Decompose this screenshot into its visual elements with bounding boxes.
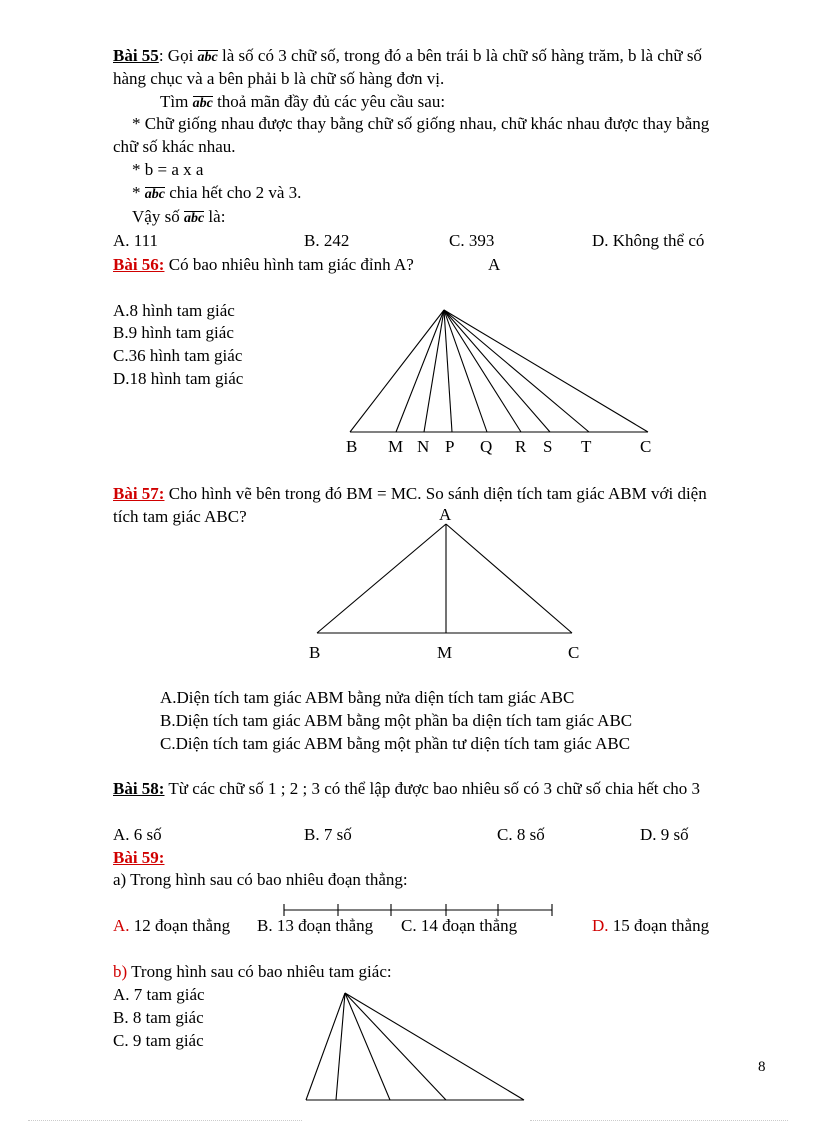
b59b-line [306, 993, 345, 1100]
b59-part-b: b) Trong hình sau có bao nhiêu tam giác: [113, 962, 392, 981]
b56-line-an [424, 310, 444, 432]
b57-label-m: M [437, 643, 453, 662]
b55-find: Tìm abc thoả mãn đầy đủ các yêu cầu sau: [160, 92, 446, 111]
b56-line-as [444, 310, 550, 432]
b59a-option-a: A. 12 đoạn thẳng [113, 916, 231, 935]
b56-label-c: C [640, 437, 652, 456]
b57-label-b: B [309, 643, 321, 662]
page-number: 8 [758, 1059, 766, 1075]
b59a-segment-figure [284, 904, 552, 916]
b55-option-b: B. 242 [304, 231, 350, 250]
b56-label-p: P [445, 437, 455, 456]
b56-line-ac [444, 310, 648, 432]
b59a-option-d: D. 15 đoạn thẳng [592, 916, 710, 935]
b57-side-ac [446, 524, 572, 633]
b59b-option-a: A. 7 tam giác [113, 985, 205, 1004]
b56-label-b: B [346, 437, 358, 456]
b56-line-ar [444, 310, 521, 432]
b56-label-q: Q [480, 437, 493, 456]
b57-option-b: B.Diện tích tam giác ABM bằng một phần ba diện tích tam giác ABC [160, 711, 633, 730]
b56-label-s: S [543, 437, 553, 456]
b59b-option-b: B. 8 tam giác [113, 1008, 204, 1027]
b56-title: Bài 56: [113, 255, 165, 274]
b55-option-d: D. Không thể có [592, 231, 705, 250]
b58-option-c: C. 8 số [497, 825, 545, 844]
b58-option-d: D. 9 số [640, 825, 689, 844]
b56-figure [350, 310, 648, 432]
b55-title: Bài 55 [113, 46, 159, 65]
b58-title: Bài 58: [113, 779, 165, 798]
b59b-line [345, 993, 390, 1100]
b59b-option-c: C. 9 tam giác [113, 1031, 204, 1050]
b57-label-a: A [439, 505, 452, 524]
b57-figure [317, 524, 572, 633]
b55-option-a: A. 111 [113, 231, 159, 250]
b57-title: Bài 57: [113, 484, 165, 503]
abc-overline: abc [197, 50, 218, 65]
b56-line-ab [350, 310, 444, 432]
b59b-line [336, 993, 345, 1100]
b56-label-m: M [388, 437, 404, 456]
b59b-figure [306, 993, 524, 1100]
b58-option-b: B. 7 số [304, 825, 352, 844]
b56-option-b: B.9 hình tam giác [113, 323, 234, 342]
b57-side-ab [317, 524, 446, 633]
b55-line2: hàng chục và a bên phải b là chữ số hàng đơn vị. [113, 69, 445, 88]
b55-req2: * b = a x a [132, 160, 204, 179]
b56-option-a: A.8 hình tam giác [113, 301, 235, 320]
b57-option-a: A.Diện tích tam giác ABM bằng nửa diện tích tam giác ABC [160, 688, 575, 707]
b56-label-n: N [417, 437, 430, 456]
b59a-option-b: B. 13 đoạn thẳng [257, 916, 374, 935]
b56-label-r: R [515, 437, 527, 456]
b55-conclusion: Vậy số abc là: [132, 207, 226, 226]
footer-divider-right [530, 1120, 788, 1121]
b56-option-c: C.36 hình tam giác [113, 346, 243, 365]
b56-option-d: D.18 hình tam giác [113, 369, 244, 388]
b56-base-labels [346, 437, 651, 456]
b57-question-line1: Bài 57: Cho hình vẽ bên trong đó BM = MC. So sánh diện tích tam giác ABM với diện [113, 484, 707, 503]
b56-question: Bài 56: Có bao nhiêu hình tam giác đỉnh A? [113, 255, 414, 274]
b59-part-a: a) Trong hình sau có bao nhiêu đoạn thẳng: [113, 870, 408, 889]
b55-req3: * abc chia hết cho 2 và 3. [132, 183, 302, 202]
b58-question: Bài 58: Từ các chữ số 1 ; 2 ; 3 có thể lập được bao nhiêu số có 3 chữ số chia hết cho 3 [113, 779, 701, 798]
b55-req1a: * Chữ giống nhau được thay bằng chữ số giống nhau, chữ khác nhau được thay bằng [132, 114, 710, 133]
b59b-line [345, 993, 524, 1100]
footer-divider-left [28, 1120, 302, 1121]
b55-option-c: C. 393 [449, 231, 495, 250]
b58-option-a: A. 6 số [113, 825, 162, 844]
b56-label-t: T [581, 437, 592, 456]
b56-line-am [396, 310, 444, 432]
b57-question-line2: tích tam giác ABC? [113, 507, 247, 526]
b57-label-c: C [568, 643, 580, 662]
b55-req1b: chữ số khác nhau. [113, 137, 236, 156]
b57-option-c: C.Diện tích tam giác ABM bằng một phần tư diện tích tam giác ABC [160, 734, 631, 753]
b59b-line [345, 993, 446, 1100]
b55-line1: Bài 55: Gọi abc là số có 3 chữ số, trong đó a bên trái b là chữ số hàng trăm, b là chữ số [113, 46, 702, 65]
b56-apex-label: A [488, 255, 501, 274]
b59-title: Bài 59: [113, 848, 165, 867]
b59a-option-c: C. 14 đoạn thẳng [401, 916, 518, 935]
